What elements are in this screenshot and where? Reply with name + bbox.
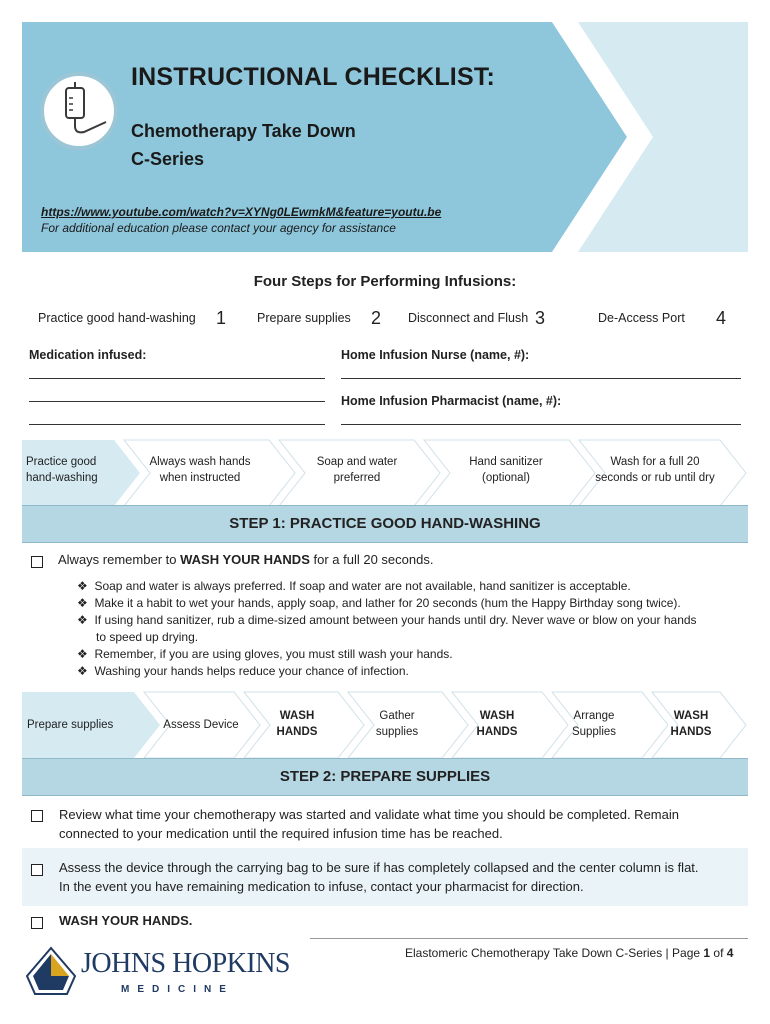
logo-text-line-1: JOHNS HOPKINS <box>81 948 290 979</box>
bullet-text: to speed up drying. <box>96 630 199 644</box>
bullet-row <box>77 646 747 663</box>
step-number-4: 4 <box>716 308 727 328</box>
flow2-step-3-line-1: WASH <box>279 710 315 722</box>
bullet-row <box>77 578 747 595</box>
flow1-step-1-line-1: Practice good <box>26 456 97 468</box>
flow2-step-1-line-1: Prepare supplies <box>27 719 114 731</box>
step2-item-2-line-2: In the event you have remaining medication to infuse, contact your pharmacist for direction. <box>59 879 584 894</box>
page-title: INSTRUCTIONAL CHECKLIST: <box>131 63 496 91</box>
flow2-step-7-line-1: WASH <box>673 710 709 722</box>
flow2-step-4-line-1: Gather <box>379 710 415 722</box>
step-label-1: Practice good hand-washing <box>38 311 196 325</box>
flow2-step-6-line-1: Arrange <box>573 710 615 722</box>
footer-divider <box>310 938 748 939</box>
step1-checkbox[interactable] <box>31 556 43 568</box>
bullet-text: Washing your hands helps reduce your chance of infection. <box>94 664 409 678</box>
diamond-bullet-icon: ❖ <box>77 596 88 610</box>
flow2-step-4-line-2: supplies <box>375 726 419 738</box>
step-1-header <box>22 505 748 543</box>
step1-check-bold: WASH YOUR HANDS <box>180 552 310 567</box>
education-note: For additional education please contact your agency for assistance <box>41 221 396 235</box>
flow2-step-6-line-2: Supplies <box>571 726 617 738</box>
bullet-row <box>77 595 747 612</box>
flow2-step-5-line-2: HANDS <box>476 726 518 738</box>
flow1-step-3-line-1: Soap and water <box>316 456 398 468</box>
medication-label: Medication infused: <box>29 348 147 362</box>
step-label-3: Disconnect and Flush <box>408 311 529 325</box>
video-link[interactable]: https://www.youtube.com/watch?v=XYNg0LEwmkM&feature=youtu.be <box>41 205 442 219</box>
flow2-step-3 <box>256 708 338 740</box>
bullet-text: If using hand sanitizer, rub a dime-sized amount between your hands until dry. Never wave or blow on your hands <box>94 613 697 627</box>
step2-item-3: WASH YOUR HANDS. <box>59 913 193 928</box>
nurse-line[interactable] <box>341 378 741 379</box>
flow2-step-5-line-1: WASH <box>479 710 515 722</box>
flow2-step-3-line-2: HANDS <box>276 726 318 738</box>
flow2-step-5 <box>456 708 538 740</box>
step1-check-post: for a full 20 seconds. <box>309 552 434 567</box>
footer-separator: | <box>662 946 673 960</box>
diamond-bullet-icon: ❖ <box>77 647 88 661</box>
nurse-label: Home Infusion Nurse (name, #): <box>341 348 530 362</box>
footer-page-word: Page <box>672 946 704 960</box>
flow1-step-4 <box>441 454 571 486</box>
flow1-step-2-line-1: Always wash hands <box>149 456 251 468</box>
step-2-title: STEP 2: PREPARE SUPPLIES <box>279 768 491 785</box>
step-label-4: De-Access Port <box>598 311 685 325</box>
flow1-step-4-line-2: (optional) <box>482 472 530 484</box>
flow2-step-2 <box>158 717 244 733</box>
flow1-step-5 <box>588 454 722 486</box>
footer-of-word: of <box>710 946 727 960</box>
bullet-text: Soap and water is always preferred. If soap and water are not available, hand sanitizer is acceptable. <box>94 579 631 593</box>
flow1-step-5-line-2: seconds or rub until dry <box>595 472 715 484</box>
step1-bullets <box>77 578 747 680</box>
flow1-step-5-line-1: Wash for a full 20 <box>610 456 700 468</box>
logo-text-line-2: MEDICINE <box>121 984 234 995</box>
shield-logo-icon <box>25 946 77 998</box>
subtitle-line-2: C-Series <box>131 149 205 169</box>
step1-check-pre: Always remember to <box>58 552 181 567</box>
medication-line-3[interactable] <box>29 424 325 425</box>
diamond-bullet-icon: ❖ <box>77 613 88 627</box>
flow2-step-7 <box>650 708 732 740</box>
flow2-step-1 <box>27 717 113 733</box>
step-1-title: STEP 1: PRACTICE GOOD HAND-WASHING <box>229 515 541 532</box>
footer-page-total: 4 <box>726 946 734 960</box>
flow1-step-1 <box>26 454 98 486</box>
medication-line-1[interactable] <box>29 378 325 379</box>
bullet-row <box>77 663 747 680</box>
flow2-step-2-line-1: Assess Device <box>163 719 239 731</box>
flow1-step-2-line-2: when instructed <box>159 472 241 484</box>
flow2-step-6 <box>553 708 635 740</box>
footer-doc-title: Elastomeric Chemotherapy Take Down C-Series <box>405 946 663 960</box>
step1-check-text <box>58 552 433 567</box>
flow1-step-4-line-1: Hand sanitizer <box>469 456 543 468</box>
step-label-2: Prepare supplies <box>257 311 351 325</box>
step2-item-2-line-1: Assess the device through the carrying bag to be sure if has completely collapsed and the center column is flat. <box>59 860 699 875</box>
pharmacist-line[interactable] <box>341 424 741 425</box>
bullet-text: Remember, if you are using gloves, you must still wash your hands. <box>94 647 453 661</box>
step2-item-1-line-2: connected to your medication until the required infusion time has be reached. <box>59 826 503 841</box>
flow1-step-3-line-2: preferred <box>333 472 381 484</box>
flow2-step-4 <box>356 708 438 740</box>
footer-page-info <box>405 946 733 960</box>
pharmacist-label: Home Infusion Pharmacist (name, #): <box>341 394 562 408</box>
page-subtitle <box>131 117 356 173</box>
step2-checkbox-3[interactable] <box>31 917 43 929</box>
step-number-3: 3 <box>535 308 546 328</box>
step2-checkbox-1[interactable] <box>31 810 43 822</box>
bullet-row <box>77 612 747 629</box>
medication-line-2[interactable] <box>29 401 325 402</box>
subtitle-line-1: Chemotherapy Take Down <box>131 121 356 141</box>
step2-item-1 <box>59 805 679 843</box>
step-number-2: 2 <box>371 308 382 328</box>
step-number-1: 1 <box>216 308 227 328</box>
step2-checkbox-2[interactable] <box>31 864 43 876</box>
diamond-bullet-icon: ❖ <box>77 664 88 678</box>
flow1-step-1-line-2: hand-washing <box>26 472 98 484</box>
bullet-text: Make it a habit to wet your hands, apply soap, and lather for 20 seconds (hum the Happy Birthday song twice). <box>94 596 681 610</box>
step-2-header <box>22 758 748 796</box>
step2-item-2 <box>59 858 699 896</box>
footer-page-number: 1 <box>703 946 711 960</box>
diamond-bullet-icon: ❖ <box>77 579 88 593</box>
bullet-row-continuation <box>77 629 747 646</box>
flow1-step-3 <box>292 454 422 486</box>
step2-item-1-line-1: Review what time your chemotherapy was started and validate what time you should be completed. Remain <box>59 807 679 822</box>
iv-bag-icon <box>40 72 118 150</box>
four-steps-heading: Four Steps for Performing Infusions: <box>253 273 517 290</box>
flow1-step-2 <box>135 454 265 486</box>
flow2-step-7-line-2: HANDS <box>670 726 712 738</box>
